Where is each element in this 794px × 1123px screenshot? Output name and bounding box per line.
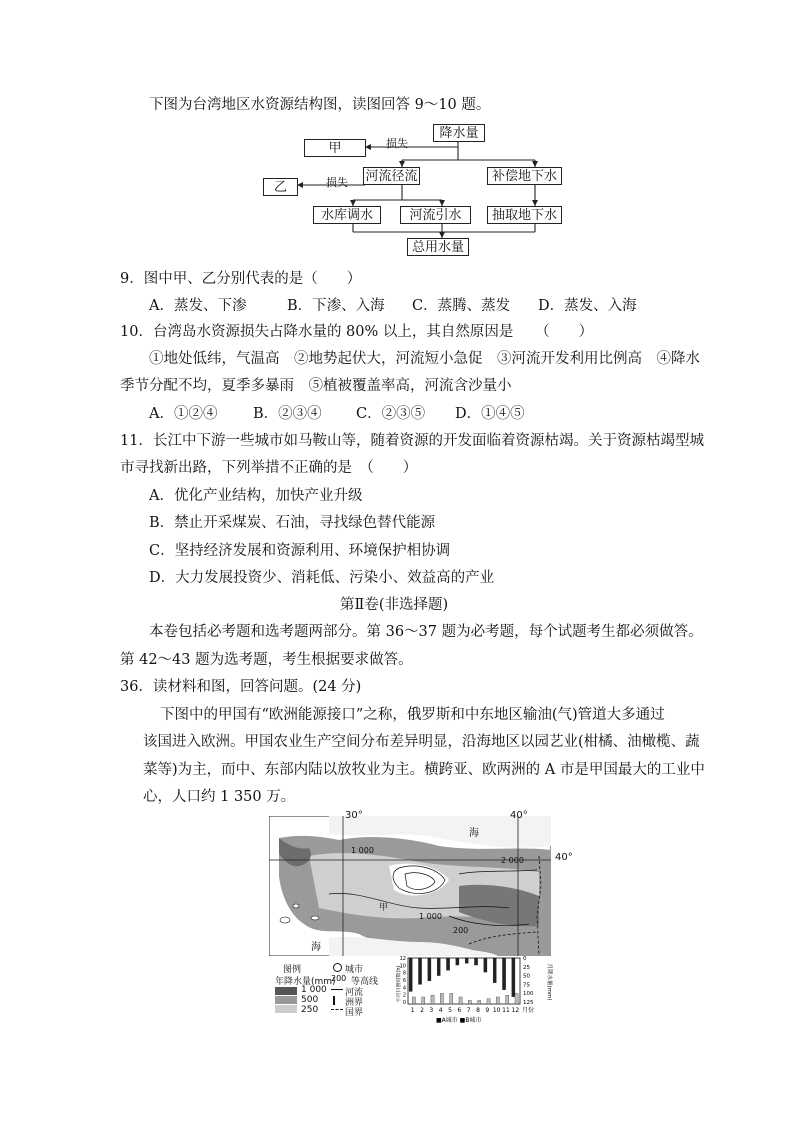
q36-para3: 菜等)为主，而中、东部内陆以放牧业为主。横跨亚、欧两洲的 A 市是甲国最大的工业中: [143, 762, 705, 778]
national-border-icon: [331, 1009, 343, 1010]
q10-option-c: C．②③⑤: [356, 406, 426, 422]
legend-value-1000: 1 000: [301, 985, 327, 995]
fc-yi-box: 乙: [263, 178, 298, 196]
chart-left-tick-12: 12: [399, 956, 406, 962]
chart-right-tick-25: 25: [523, 964, 530, 971]
chart-bar-B城市-7: [468, 1000, 471, 1004]
q11-line1: 11．长江中下游一些城市如马鞍山等，随着资源的开发面临着资源枯竭。关于资源枯竭型城: [120, 433, 704, 449]
chart-bar-B城市-4: [440, 993, 443, 1004]
chart-left-tick-4: 4: [402, 985, 406, 992]
q9-option-a: A．蒸发、下渗: [149, 298, 247, 314]
fc-jia-box: 甲: [304, 139, 366, 157]
chart-right-tick-75: 75: [523, 982, 530, 989]
legend-national-border: 国界: [345, 1008, 364, 1018]
chart-bar-B城市-3: [431, 995, 434, 1004]
chart-left-tick-8: 8: [402, 970, 406, 977]
legend-swatch-250: [275, 1005, 297, 1013]
chart-ylabel-left: 平均日照时数(h): [396, 965, 402, 1003]
chart-bar-A城市-8: [474, 958, 477, 965]
map-contour-200: 200: [453, 926, 469, 935]
q10-option-a: A．①②④: [149, 406, 218, 422]
chart-bar-A城市-12: [512, 958, 515, 997]
fc-reservoir-box: 水库调水: [313, 206, 381, 224]
turkey-map: [269, 810, 573, 956]
chart-left-tick-6: 6: [402, 978, 406, 984]
fc-river-runoff-box: 河流径流: [363, 167, 420, 185]
chart-x-tick-4: 4: [438, 1007, 443, 1014]
legend: [275, 962, 395, 1022]
map-country-jia: 甲: [379, 903, 389, 913]
chart-x-tick-10: 10: [492, 1007, 501, 1014]
chart-bar-A城市-4: [437, 958, 440, 976]
q11-option-c: C．坚持经济发展和资源利用、环境保护相协调: [149, 543, 451, 559]
map-contour-2000: 2 000: [501, 856, 524, 865]
q10-option-d: D．①④⑤: [455, 406, 525, 422]
legend-value-250: 250: [301, 1005, 319, 1015]
chart-right-tick-50: 50: [523, 973, 530, 980]
legend-swatch-500: [275, 996, 297, 1004]
continent-border-icon: [333, 996, 335, 1005]
chart-legend: ■A城市 ■B城市: [436, 1017, 482, 1024]
chart-x-tick-1: 1: [410, 1007, 415, 1014]
q11-option-d: D．大力发展投资少、消耗低、污染小、效益高的产业: [149, 570, 495, 586]
fc-groundwater-supply-box: 补偿地下水: [487, 167, 562, 185]
chart-x-tick-8: 8: [476, 1007, 480, 1014]
chart-x-tick-3: 3: [429, 1007, 434, 1014]
q36-para1: 下图中的甲国有“欧洲能源接口”之称，俄罗斯和中东地区输油(气)管道大多通过: [160, 707, 665, 723]
chart-ylabel-right: 月降水量(mm): [546, 963, 552, 1001]
q36-stem: 36．读材料和图，回答问题。(24 分): [120, 679, 362, 695]
chart-bar-B城市-6: [459, 997, 462, 1004]
chart-right-tick-100: 100: [523, 991, 534, 998]
legend-contour-value: 200: [331, 974, 347, 983]
chart-x-tick-12: 12: [511, 1007, 520, 1014]
climate-bar-chart: [396, 956, 552, 1024]
fc-total-use-box: 总用水量: [407, 238, 469, 256]
map-contour-1000b: 1 000: [419, 912, 442, 921]
map-sea-north: 海: [469, 828, 479, 839]
legend-city: 城市: [345, 965, 364, 975]
chart-bar-A城市-6: [456, 958, 459, 965]
chart-left-tick-2: 2: [402, 992, 406, 999]
chart-svg: [396, 956, 556, 1024]
city-icon: [333, 963, 342, 972]
chart-right-tick-125: 125: [523, 1000, 534, 1006]
legend-precip-label: 年降水量(mm): [275, 977, 336, 987]
chart-left-tick-0: 0: [402, 1000, 406, 1006]
legend-river: 河流: [345, 988, 364, 998]
river-icon: [331, 989, 343, 990]
q10-line1: ①地处低纬，气温高 ②地势起伏大，河流短小急促 ③河流开发利用比例高 ④降水: [149, 351, 700, 367]
q9-option-b: B．下渗、入海: [287, 298, 385, 314]
q36-para4: 心，人口约 1 350 万。: [143, 789, 296, 805]
part2-line1: 本卷包括必考题和选考题两部分。第 36～37 题为必考题，每个试题考生都必须做答。: [149, 624, 703, 640]
q11-option-a: A．优化产业结构，加快产业升级: [149, 488, 363, 504]
chart-bar-B城市-1: [412, 997, 415, 1004]
chart-bar-A城市-5: [446, 958, 449, 970]
q9-option-d: D．蒸发、入海: [538, 298, 637, 314]
chart-bar-B城市-10: [496, 997, 499, 1004]
fc-river-diversion-box: 河流引水: [400, 206, 471, 224]
chart-bar-B城市-8: [478, 1000, 481, 1004]
chart-x-tick-2: 2: [420, 1007, 424, 1014]
chart-bar-B城市-2: [422, 997, 425, 1004]
chart-bar-A城市-2: [418, 958, 421, 984]
map-lon-40: 40°: [510, 810, 528, 821]
legend-swatch-1000: [275, 987, 297, 995]
chart-x-tick-9: 9: [485, 1007, 490, 1014]
map-lat-40: 40°: [555, 852, 573, 863]
map-graphic: [269, 816, 551, 956]
chart-x-tick-6: 6: [457, 1007, 462, 1014]
part2-title: 第Ⅱ卷(非选择题): [340, 597, 449, 613]
chart-x-tick-7: 7: [466, 1007, 471, 1014]
chart-bar-B城市-11: [506, 995, 509, 1004]
fc-loss1-label: 损失: [386, 137, 408, 150]
chart-x-tick-5: 5: [448, 1007, 452, 1014]
q10-option-b: B．②③④: [253, 406, 322, 422]
chart-right-tick-0: 0: [523, 956, 527, 962]
chart-x-unit: 月份: [522, 1007, 535, 1014]
map-sea-south: 海: [311, 942, 321, 953]
part2-line2: 第 42～43 题为选考题，考生根据要求做答。: [120, 652, 413, 668]
map-contour-1000a: 1 000: [351, 846, 374, 855]
chart-bar-A城市-3: [428, 958, 431, 981]
chart-x-tick-11: 11: [502, 1007, 510, 1014]
q36-para2: 该国进入欧洲。甲国农业生产空间分布差异明显，沿海地区以园艺业(柑橘、油橄榄、蔬: [143, 734, 700, 750]
map-lon-30: 30°: [345, 810, 363, 821]
chart-bar-A城市-10: [493, 958, 496, 983]
legend-contour: 等高线: [351, 977, 379, 987]
legend-continent-border: 洲界: [345, 998, 364, 1008]
q10-line2: 季节分配不均，夏季多暴雨 ⑤植被覆盖率高，河流含沙量小: [120, 378, 512, 394]
legend-title: 图例: [283, 965, 302, 975]
chart-bar-B城市-9: [487, 999, 490, 1004]
q11-option-b: B．禁止开采煤炭、石油，寻找绿色替代能源: [149, 515, 436, 531]
q9-option-c: C．蒸腾、蒸发: [412, 298, 511, 314]
chart-bar-B城市-12: [515, 993, 518, 1004]
fc-loss2-label: 损失: [326, 176, 348, 189]
chart-left-tick-10: 10: [399, 963, 406, 970]
fc-precip-box: 降水量: [433, 124, 485, 142]
chart-bar-A城市-11: [502, 958, 505, 990]
intro-q9-10: 下图为台湾地区水资源结构图，读图回答 9～10 题。: [149, 97, 491, 113]
chart-bar-A城市-1: [409, 958, 412, 991]
q9-stem: 9．图中甲、乙分别代表的是（ ）: [120, 271, 362, 287]
chart-bar-B城市-5: [450, 993, 453, 1004]
chart-bar-A城市-7: [465, 958, 468, 963]
fc-groundwater-pump-box: 抽取地下水: [487, 206, 562, 224]
q11-line2: 市寻找新出路，下列举措不正确的是 （ ）: [120, 460, 418, 476]
legend-value-500: 500: [301, 995, 319, 1005]
q10-stem: 10．台湾岛水资源损失占降水量的 80% 以上，其自然原因是 （ ）: [120, 324, 594, 340]
chart-bar-A城市-9: [484, 958, 487, 972]
